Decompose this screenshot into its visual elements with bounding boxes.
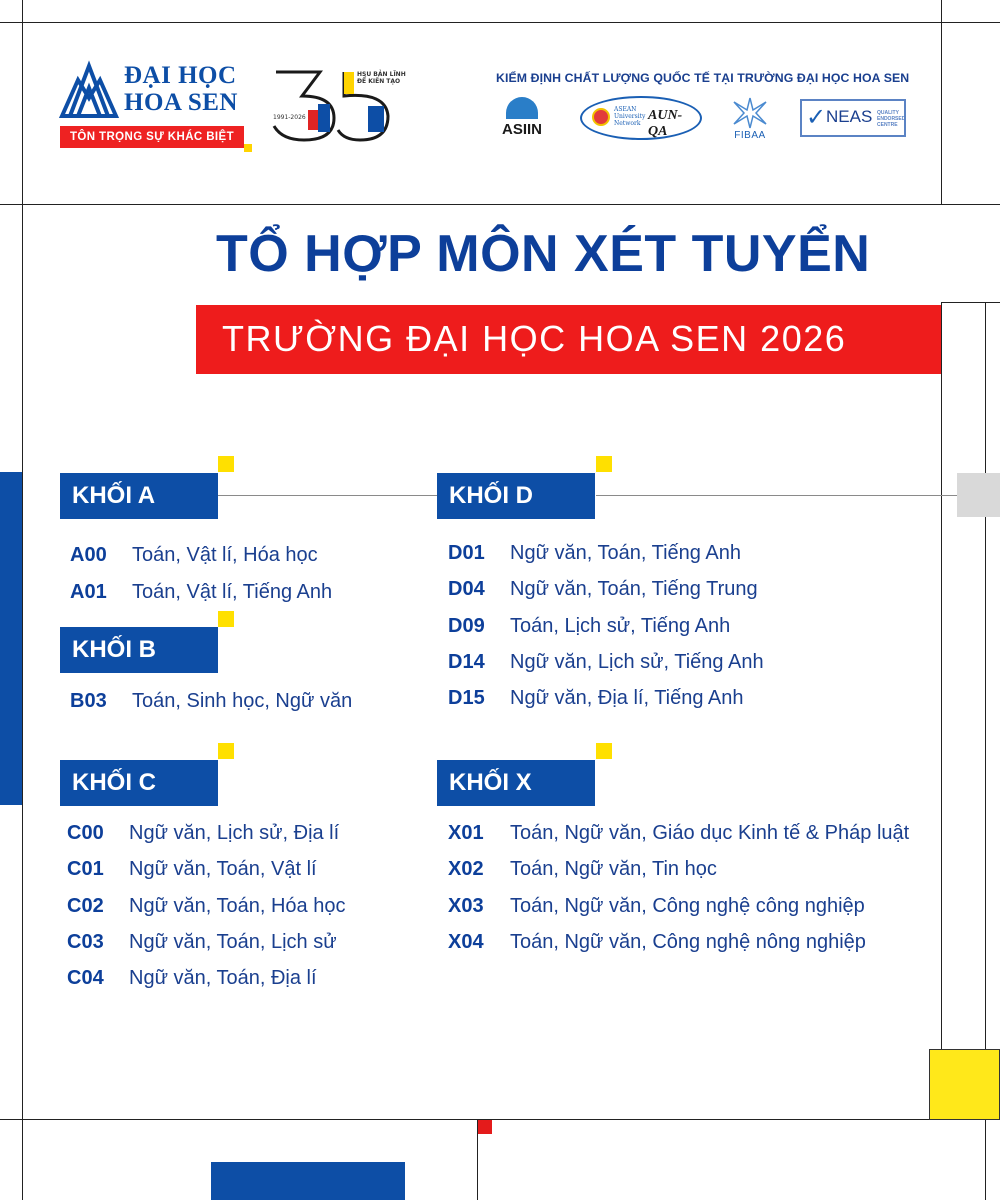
combo-code: X03 bbox=[448, 895, 484, 917]
combo-code: X02 bbox=[448, 858, 484, 880]
list-item bbox=[448, 542, 741, 565]
list-item bbox=[67, 931, 337, 954]
combo-subjects: Toán, Ngữ văn, Công nghệ công nghiệp bbox=[510, 895, 865, 917]
block-b-heading: KHỐI B bbox=[60, 627, 218, 673]
list-item bbox=[70, 690, 352, 713]
combo-subjects: Ngữ văn, Toán, Tiếng Trung bbox=[510, 578, 758, 600]
check-icon: ✓ bbox=[806, 104, 827, 131]
combo-subjects: Toán, Ngữ văn, Tin học bbox=[510, 858, 717, 880]
fibaa-label: FIBAA bbox=[734, 130, 766, 141]
combo-code: C03 bbox=[67, 931, 104, 953]
decorative-blue-footer-block bbox=[211, 1162, 405, 1200]
block-a-accent-square bbox=[218, 456, 234, 472]
combo-subjects: Ngữ văn, Toán, Lịch sử bbox=[129, 931, 337, 953]
combo-subjects: Toán, Sinh học, Ngữ văn bbox=[132, 690, 353, 712]
decorative-gray-square bbox=[957, 473, 1000, 517]
page-subtitle: TRƯỜNG ĐẠI HỌC HOA SEN 2026 bbox=[222, 318, 847, 359]
asiin-arc-icon bbox=[506, 97, 538, 119]
combo-subjects: Toán, Vật lí, Tiếng Anh bbox=[132, 581, 333, 603]
combo-code: C04 bbox=[67, 967, 104, 989]
combo-subjects: Ngữ văn, Toán, Hóa học bbox=[129, 895, 346, 917]
combo-code: X01 bbox=[448, 822, 484, 844]
list-item bbox=[448, 822, 909, 845]
block-c-accent-square bbox=[218, 743, 234, 759]
decorative-yellow-square bbox=[929, 1049, 1000, 1120]
frame-line bbox=[941, 302, 942, 1049]
list-item bbox=[448, 895, 865, 918]
aun-small-line1: ASEAN bbox=[614, 106, 637, 113]
anniversary-motto-line1: HSU BẢN LĨNH bbox=[357, 71, 406, 78]
block-c-heading: KHỐI C bbox=[60, 760, 218, 806]
neas-sub-line1: QUALITY bbox=[877, 110, 899, 116]
neas-sub-line3: CENTRE bbox=[877, 122, 898, 128]
fibaa-star-icon bbox=[726, 96, 774, 130]
block-x-accent-square bbox=[596, 743, 612, 759]
anniversary-motto bbox=[357, 71, 417, 85]
block-a-connector-line bbox=[218, 495, 437, 496]
combo-code: D15 bbox=[448, 687, 485, 709]
aun-small-line3: Network bbox=[614, 120, 641, 127]
fibaa-logo bbox=[726, 96, 774, 142]
aun-small-line2: University bbox=[614, 113, 646, 120]
combo-code: X04 bbox=[448, 931, 484, 953]
list-item bbox=[67, 967, 317, 990]
lotus-mountain-icon bbox=[58, 58, 120, 118]
combo-code: C00 bbox=[67, 822, 104, 844]
aun-qa-logo bbox=[580, 96, 702, 140]
combo-subjects: Toán, Ngữ văn, Công nghệ nông nghiệp bbox=[510, 931, 866, 953]
page-title: TỔ HỢP MÔN XÉT TUYỂN bbox=[216, 225, 871, 283]
block-d-connector-line bbox=[596, 495, 957, 496]
frame-line bbox=[941, 302, 1000, 303]
block-x-heading: KHỐI X bbox=[437, 760, 595, 806]
combo-code: C01 bbox=[67, 858, 104, 880]
combo-code: D04 bbox=[448, 578, 485, 600]
combo-subjects: Toán, Vật lí, Hóa học bbox=[132, 544, 318, 566]
frame-line bbox=[0, 22, 1000, 23]
list-item bbox=[448, 858, 717, 881]
combo-subjects: Ngữ văn, Lịch sử, Địa lí bbox=[129, 822, 340, 844]
list-item bbox=[448, 615, 730, 638]
logo-yellow-dot bbox=[244, 144, 252, 152]
university-logo-title bbox=[124, 62, 238, 116]
accreditation-title: KIỂM ĐỊNH CHẤT LƯỢNG QUỐC TẾ TẠI TRƯỜNG ĐẠI HỌC HOA SEN bbox=[496, 71, 910, 85]
list-item bbox=[70, 544, 318, 567]
frame-line bbox=[941, 0, 942, 205]
frame-line bbox=[0, 204, 1000, 205]
block-b-accent-square bbox=[218, 611, 234, 627]
combo-subjects: Ngữ văn, Toán, Địa lí bbox=[129, 967, 317, 989]
combo-code: A01 bbox=[70, 581, 107, 603]
logo-title-line1: ĐẠI HỌC bbox=[124, 62, 237, 89]
list-item bbox=[67, 822, 339, 845]
combo-code: D09 bbox=[448, 615, 485, 637]
combo-code: C02 bbox=[67, 895, 104, 917]
combo-code: D14 bbox=[448, 651, 485, 673]
aun-qa-label: AUN-QA bbox=[648, 108, 683, 139]
neas-sub-line2: ENDORSED bbox=[877, 116, 906, 122]
frame-line bbox=[22, 0, 23, 1200]
list-item bbox=[67, 895, 345, 918]
decorative-blue-bar bbox=[0, 472, 22, 805]
frame-line bbox=[0, 1119, 1000, 1120]
anniversary-years: 1991-2026 bbox=[273, 114, 306, 121]
list-item bbox=[448, 651, 764, 674]
anniversary-motto-line2: ĐỂ KIẾN TẠO bbox=[357, 78, 401, 85]
neas-label: NEAS bbox=[826, 107, 873, 126]
combo-subjects: Ngữ văn, Địa lí, Tiếng Anh bbox=[510, 687, 744, 709]
combo-code: A00 bbox=[70, 544, 107, 566]
list-item bbox=[67, 858, 317, 881]
combo-subjects: Ngữ văn, Toán, Vật lí bbox=[129, 858, 317, 880]
decorative-red-square bbox=[478, 1120, 492, 1134]
combo-code: D01 bbox=[448, 542, 485, 564]
combo-subjects: Ngữ văn, Lịch sử, Tiếng Anh bbox=[510, 651, 764, 673]
asiin-label: ASIIN bbox=[501, 121, 542, 138]
list-item bbox=[70, 581, 332, 604]
neas-subtext bbox=[877, 110, 905, 128]
neas-logo bbox=[800, 99, 906, 137]
list-item bbox=[448, 687, 744, 710]
block-d-heading: KHỐI D bbox=[437, 473, 595, 519]
logo-slogan: TÔN TRỌNG SỰ KHÁC BIỆT bbox=[60, 126, 244, 148]
list-item bbox=[448, 578, 758, 601]
combo-subjects: Toán, Lịch sử, Tiếng Anh bbox=[510, 615, 731, 637]
combo-subjects: Toán, Ngữ văn, Giáo dục Kinh tế & Pháp luật bbox=[510, 822, 910, 844]
asean-seal-icon bbox=[592, 108, 610, 126]
block-a-heading: KHỐI A bbox=[60, 473, 218, 519]
logo-title-line2: HOA SEN bbox=[124, 89, 238, 116]
asiin-logo bbox=[496, 97, 548, 141]
combo-code: B03 bbox=[70, 690, 107, 712]
combo-subjects: Ngữ văn, Toán, Tiếng Anh bbox=[510, 542, 741, 564]
aun-small-text bbox=[614, 106, 645, 127]
block-d-accent-square bbox=[596, 456, 612, 472]
list-item bbox=[448, 931, 866, 954]
